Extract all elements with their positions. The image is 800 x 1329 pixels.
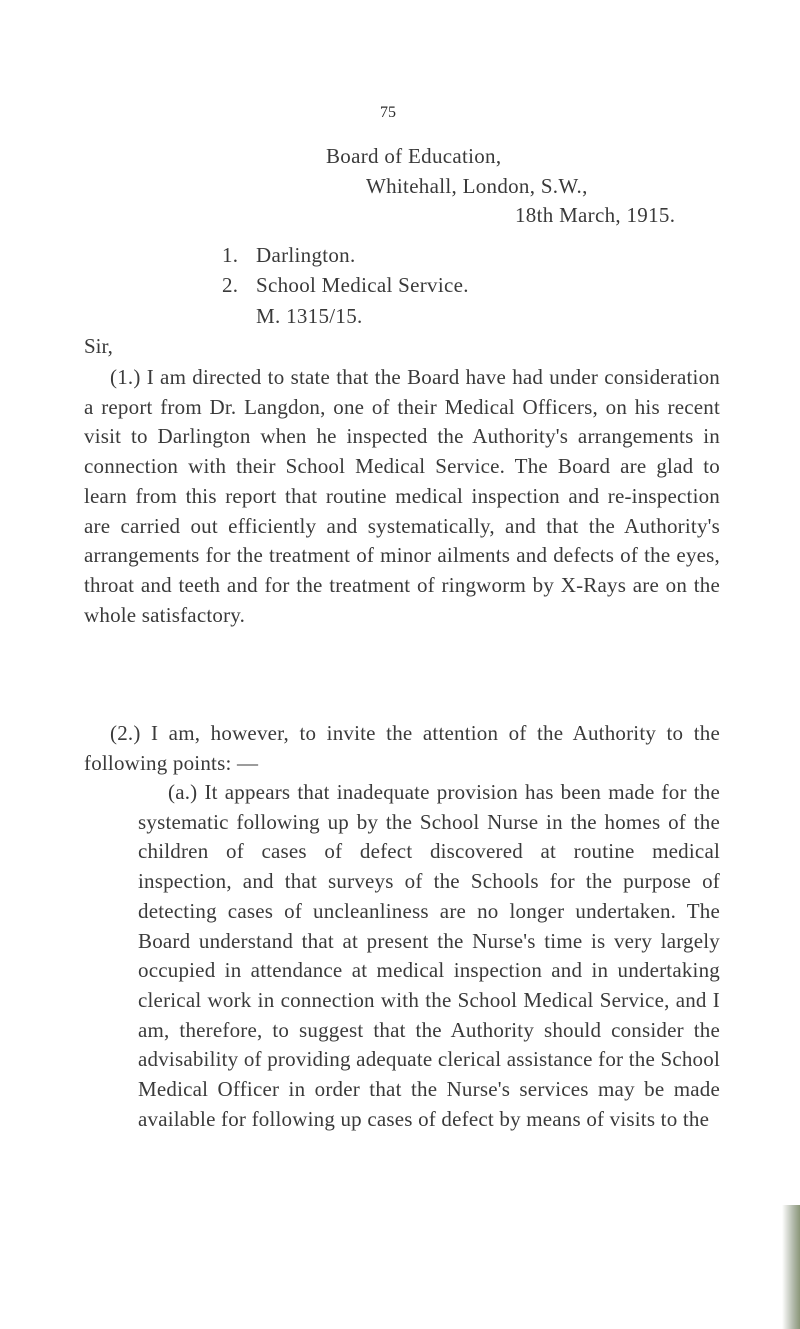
reference-text: School Medical Service. xyxy=(256,273,469,297)
paragraph-1: (1.) I am directed to state that the Board have had under consideration a report from Dr. Langdon, one of their Medical Officers, on his recent visit to Darlington when he inspected the Authority's arrangements in connection with their School Medical Service. The Board are glad to learn from this report that routine medical inspection and re-inspection are carried out efficiently and systematically, and that the Authority's arrangements for the treatment of minor ailments and defects of the eyes, throat and teeth and for the treatment of ringworm by X-Rays are on the whole satisfactory. xyxy=(84,365,720,627)
reference-number: 1. xyxy=(222,243,239,267)
reference-line xyxy=(222,273,469,298)
page-number: 75 xyxy=(380,104,396,121)
reference-line xyxy=(222,243,356,268)
salutation: Sir, xyxy=(84,334,113,358)
letterhead-sender: Board of Education, xyxy=(326,144,502,168)
letterhead-address: Whitehall, London, S.W., xyxy=(366,174,588,198)
reference-number: 2. xyxy=(222,273,239,297)
paragraph-a: (a.) It appears that inadequate provision has been made for the systematic following up by the School Nurse in the homes of the children of cases of defect discovered at routine medical inspection, and that surveys of the Schools for the purpose of detecting cases of uncleanliness are no longer undertaken. The Board understand that at present the Nurse's time is very largely occupied in attendance at medical inspection and in undertaking clerical work in connection with the School Medical Service, and I am, therefore, to suggest that the Authority should consider the advisability of providing adequate clerical assistance for the School Medical Officer in order that the Nurse's services may be made available for following up cases of defect by means of visits to the xyxy=(138,780,720,1131)
reference-text: Darlington. xyxy=(256,243,356,267)
paragraph-2: (2.) I am, however, to invite the attention of the Authority to the following points: — xyxy=(84,721,720,775)
scan-edge-shadow xyxy=(782,1205,800,1329)
reference-code: M. 1315/15. xyxy=(256,304,363,328)
letterhead-date: 18th March, 1915. xyxy=(515,203,676,227)
